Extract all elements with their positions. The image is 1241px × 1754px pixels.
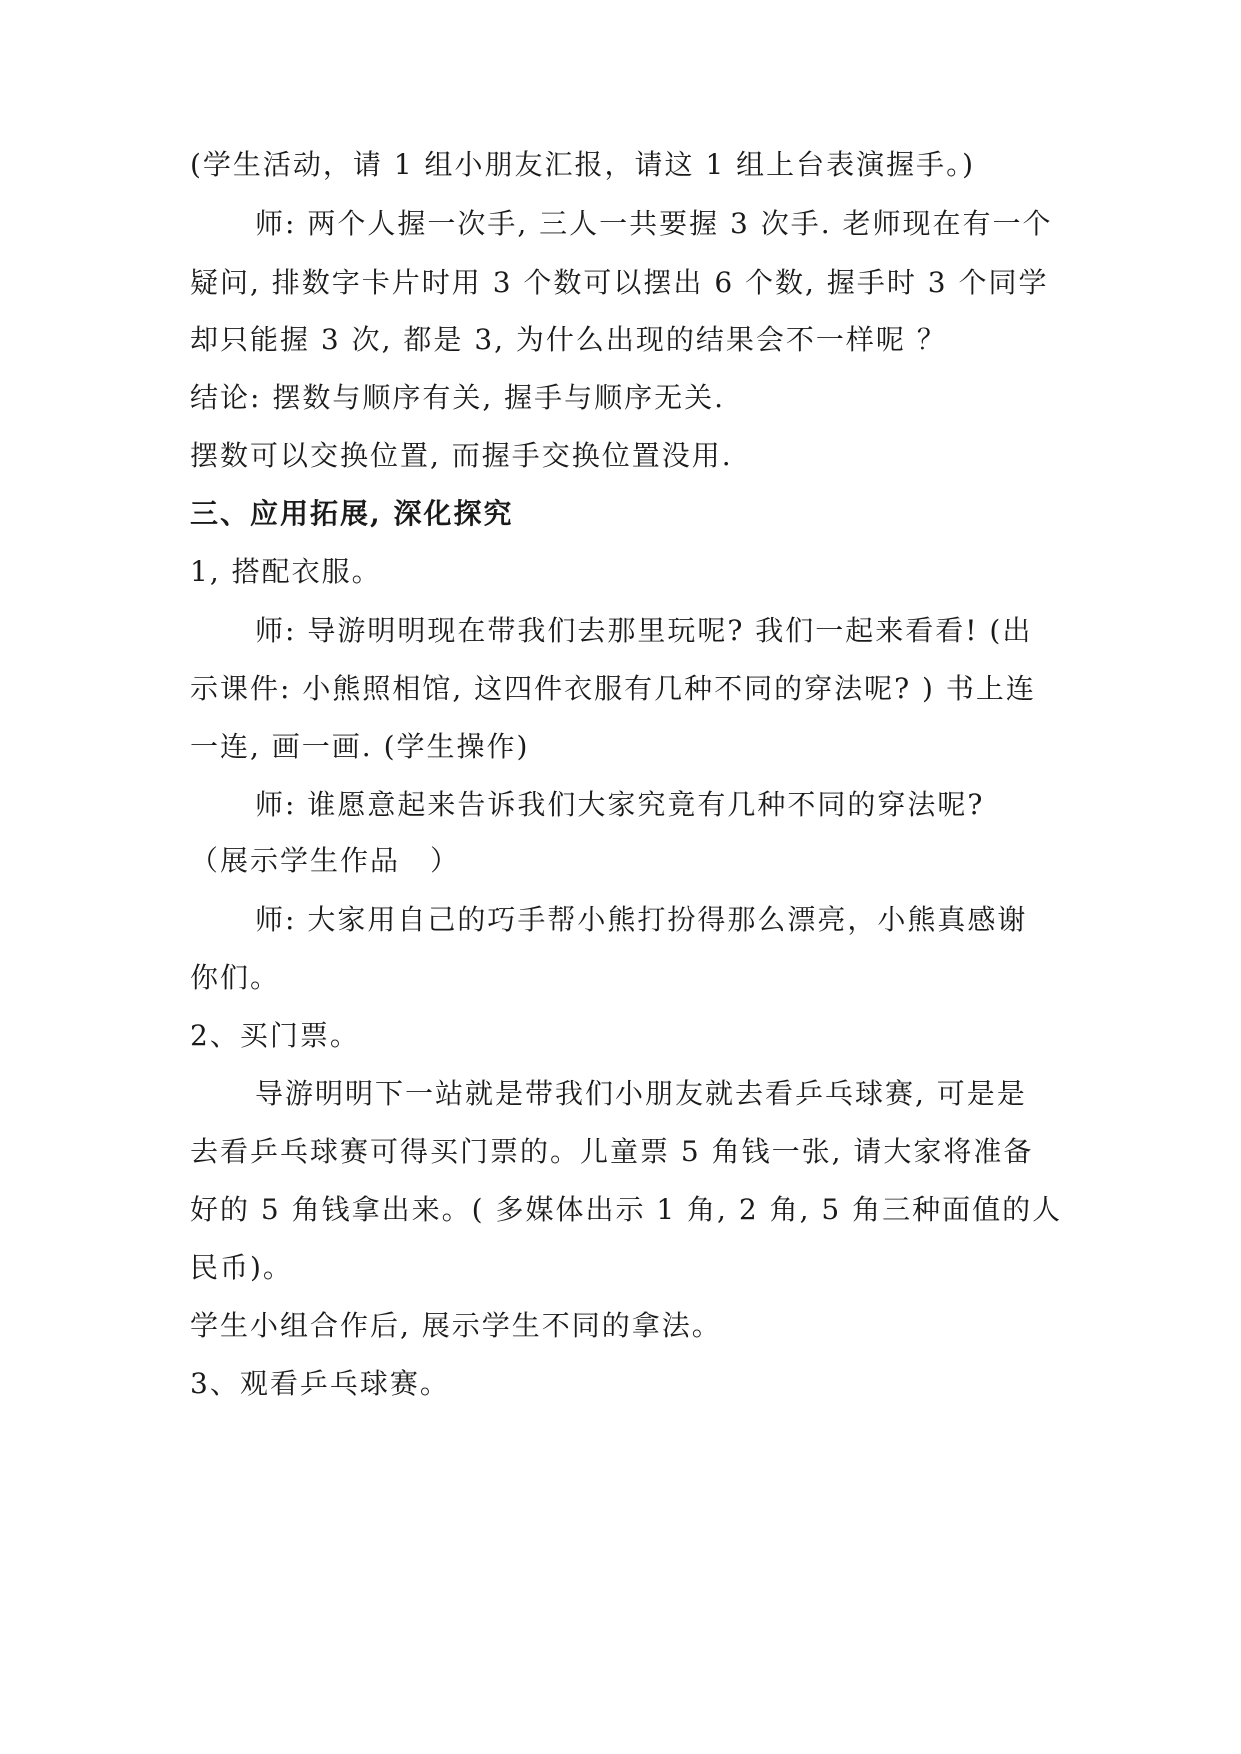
paragraph-line-18: 去看乒乓球赛可得买门票的。儿童票 5 角钱一张, 请大家将准备 bbox=[190, 1135, 1034, 1168]
paragraph-line-14: 师: 大家用自己的巧手帮小熊打扮得那么漂亮，小熊真感谢 bbox=[255, 903, 1028, 936]
paragraph-line-9: 师: 导游明明现在带我们去那里玩呢? 我们一起来看看! (出 bbox=[255, 614, 1033, 647]
paragraph-line-10: 示课件: 小熊照相馆, 这四件衣服有几种不同的穿法呢? ) 书上连 bbox=[190, 672, 1036, 705]
paragraph-line-21: 学生小组合作后, 展示学生不同的拿法。 bbox=[190, 1309, 722, 1342]
paragraph-line-12: 师: 谁愿意起来告诉我们大家究竟有几种不同的穿法呢? bbox=[255, 788, 985, 821]
subsection-heading-3: 3、观看乒乓球赛。 bbox=[190, 1367, 450, 1400]
paragraph-line-17: 导游明明下一站就是带我们小朋友就去看乒乓球赛, 可是是 bbox=[255, 1077, 1027, 1110]
paragraph-line-11: 一连, 画一画. (学生操作) bbox=[190, 730, 530, 763]
paragraph-line-1: (学生活动，请 1 组小朋友汇报，请这 1 组上台表演握手。) bbox=[190, 148, 976, 181]
paragraph-line-2: 师: 两个人握一次手, 三人一共要握 3 次手. 老师现在有一个 bbox=[255, 207, 1053, 240]
paragraph-line-4: 却只能握 3 次, 都是 3, 为什么出现的结果会不一样呢 ？ bbox=[190, 323, 947, 356]
paragraph-line-15: 你们。 bbox=[190, 961, 281, 994]
conclusion-line: 结论: 摆数与顺序有关, 握手与顺序无关. bbox=[190, 381, 726, 414]
section-heading: 三、应用拓展, 深化探究 bbox=[190, 497, 514, 530]
subsection-heading-2: 2、买门票。 bbox=[190, 1019, 360, 1052]
paragraph-line-13: （展示学生作品 ） bbox=[190, 844, 461, 877]
subsection-heading-1: 1, 搭配衣服。 bbox=[190, 555, 382, 588]
paragraph-line-19: 好的 5 角钱拿出来。( 多媒体出示 1 角, 2 角, 5 角三种面值的人 bbox=[190, 1193, 1063, 1226]
paragraph-line-6: 摆数可以交换位置, 而握手交换位置没用. bbox=[190, 439, 733, 472]
paragraph-line-20: 民币)。 bbox=[190, 1251, 293, 1284]
paragraph-line-3: 疑问, 排数字卡片时用 3 个数可以摆出 6 个数, 握手时 3 个同学 bbox=[190, 266, 1049, 299]
